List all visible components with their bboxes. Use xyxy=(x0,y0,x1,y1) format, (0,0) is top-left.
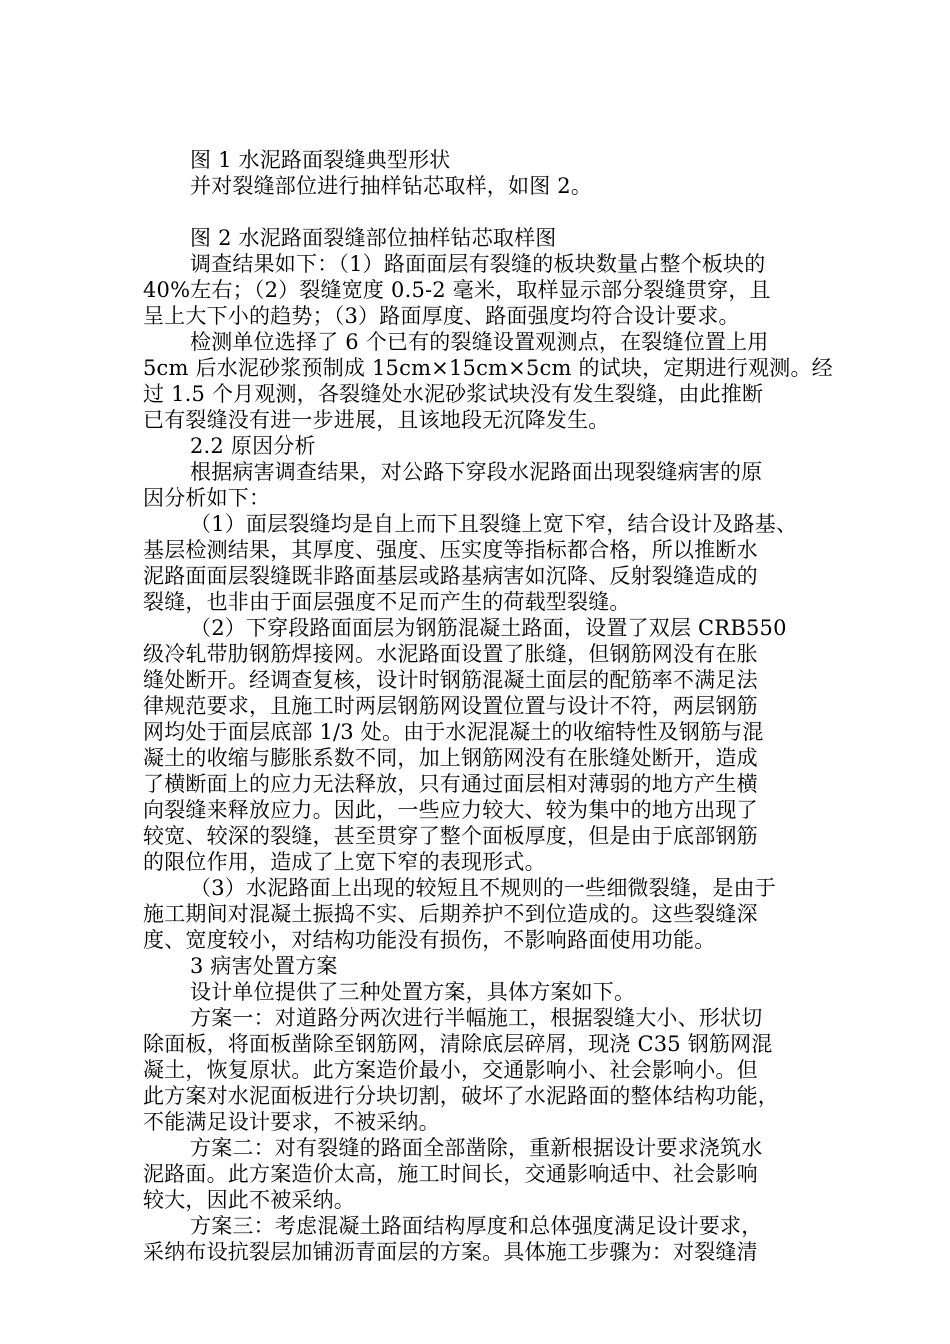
paragraph-line: 施工期间对混凝土振捣不实、后期养护不到位造成的。这些裂缝深 xyxy=(143,902,758,926)
paragraph-line: 并对裂缝部位进行抽样钻芯取样，如图 2。 xyxy=(190,174,593,198)
paragraph-line: （1）面层裂缝均是自上而下且裂缝上宽下窄，结合设计及路基、 xyxy=(190,512,798,536)
section-heading: 3 病害处置方案 xyxy=(190,954,338,978)
paragraph-line: 级冷轧带肋钢筋焊接网。水泥路面设置了胀缝，但钢筋网没有在胀 xyxy=(143,642,758,666)
paragraph-line: （3）水泥路面上出现的较短且不规则的一些细微裂缝，是由于 xyxy=(190,876,776,900)
paragraph-line: 向裂缝来释放应力。因此，一些应力较大、较为集中的地方出现了 xyxy=(143,798,758,822)
paragraph-line: 泥路面。此方案造价太高，施工时间长，交通影响适中、社会影响 xyxy=(143,1162,758,1186)
paragraph-line: 不能满足设计要求，不被采纳。 xyxy=(143,1110,440,1134)
paragraph-line: 方案三：考虑混凝土路面结构厚度和总体强度满足设计要求， xyxy=(190,1214,763,1238)
paragraph-line: 缝处断开。经调查复核，设计时钢筋混凝土面层的配筋率不满足法 xyxy=(143,668,758,692)
paragraph-line: 已有裂缝没有进一步进展，且该地段无沉降发生。 xyxy=(143,408,610,432)
paragraph-line: 裂缝，也非由于面层强度不足而产生的荷载型裂缝。 xyxy=(143,590,631,614)
paragraph-line: 5cm 后水泥砂浆预制成 15cm×15cm×5cm 的试块，定期进行观测。经 xyxy=(143,356,833,380)
paragraph-line: 较大，因此不被采纳。 xyxy=(143,1188,355,1212)
paragraph-line: 因分析如下： xyxy=(143,486,271,510)
paragraph-line: 调查结果如下：（1）路面面层有裂缝的板块数量占整个板块的 xyxy=(190,252,766,276)
paragraph-line: 呈上大下小的趋势；（3）路面厚度、路面强度均符合设计要求。 xyxy=(143,304,740,328)
figure-caption: 图 1 水泥路面裂缝典型形状 xyxy=(190,148,451,172)
figure-caption: 图 2 水泥路面裂缝部位抽样钻芯取样图 xyxy=(190,226,557,250)
paragraph-line: 此方案对水泥面板进行分块切割，破坏了水泥路面的整体结构功能， xyxy=(143,1084,779,1108)
paragraph-line: 基层检测结果，其厚度、强度、压实度等指标都合格，所以推断水 xyxy=(143,538,758,562)
paragraph-line: 凝土的收缩与膨胀系数不同，加上钢筋网没有在胀缝处断开，造成 xyxy=(143,746,758,770)
paragraph-line: （2）下穿段路面面层为钢筋混凝土路面，设置了双层 CRB550 xyxy=(190,616,787,640)
paragraph-line: 除面板，将面板凿除至钢筋网，清除底层碎屑，现浇 C35 钢筋网混 xyxy=(143,1032,773,1056)
paragraph-line: 律规范要求，且施工时两层钢筋网设置位置与设计不符，两层钢筋 xyxy=(143,694,758,718)
paragraph-line: 根据病害调查结果，对公路下穿段水泥路面出现裂缝病害的原 xyxy=(190,460,763,484)
paragraph-line: 采纳布设抗裂层加铺沥青面层的方案。具体施工步骤为：对裂缝清 xyxy=(143,1240,758,1264)
paragraph-line: 泥路面面层裂缝既非路面基层或路基病害如沉降、反射裂缝造成的 xyxy=(143,564,758,588)
section-heading: 2.2 原因分析 xyxy=(190,434,316,458)
paragraph-line: 检测单位选择了 6 个已有的裂缝设置观测点，在裂缝位置上用 xyxy=(190,330,769,354)
paragraph-line: 方案二：对有裂缝的路面全部凿除，重新根据设计要求浇筑水 xyxy=(190,1136,763,1160)
paragraph-line: 凝土，恢复原状。此方案造价最小，交通影响小、社会影响小。但 xyxy=(143,1058,758,1082)
paragraph-line: 设计单位提供了三种处置方案，具体方案如下。 xyxy=(190,980,636,1004)
paragraph-line: 方案一：对道路分两次进行半幅施工，根据裂缝大小、形状切 xyxy=(190,1006,763,1030)
paragraph-line: 度、宽度较小，对结构功能没有损伤，不影响路面使用功能。 xyxy=(143,928,716,952)
paragraph-line: 较宽、较深的裂缝，甚至贯穿了整个面板厚度，但是由于底部钢筋 xyxy=(143,824,758,848)
paragraph-line: 过 1.5 个月观测，各裂缝处水泥砂浆试块没有发生裂缝，由此推断 xyxy=(143,382,764,406)
paragraph-line: 了横断面上的应力无法释放，只有通过面层相对薄弱的地方产生横 xyxy=(143,772,758,796)
paragraph-line: 的限位作用，造成了上宽下窄的表现形式。 xyxy=(143,850,546,874)
paragraph-line: 40%左右；（2）裂缝宽度 0.5-2 毫米，取样显示部分裂缝贯穿，且 xyxy=(143,278,771,302)
paragraph-line: 网均处于面层底部 1/3 处。由于水泥混凝土的收缩特性及钢筋与混 xyxy=(143,720,764,744)
